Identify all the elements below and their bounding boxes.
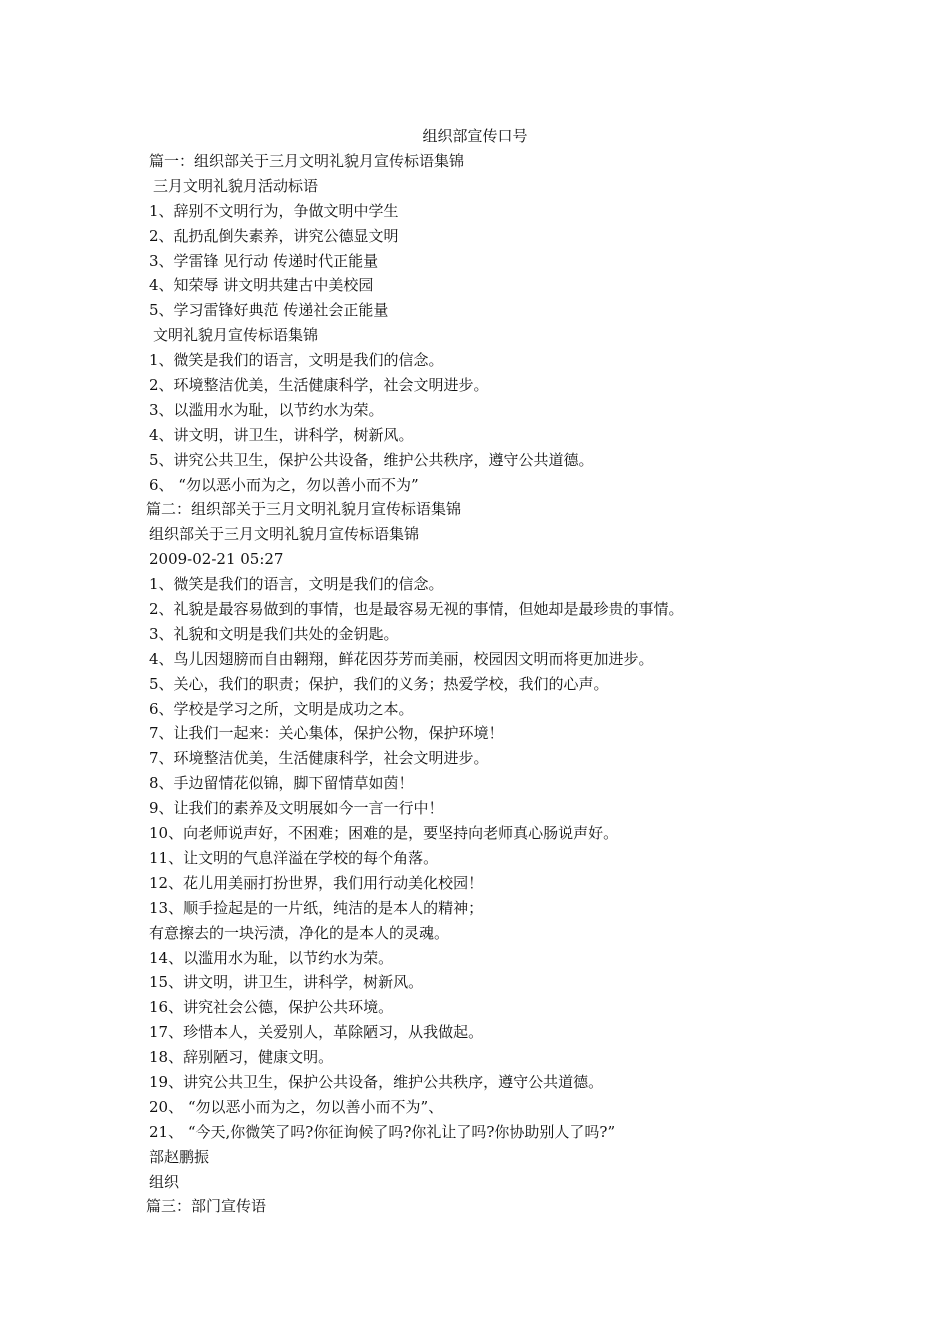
text-line: 3、以滥用水为耻，以节约水为荣。 bbox=[149, 400, 384, 419]
text-line: 4、讲文明，讲卫生，讲科学，树新风。 bbox=[149, 425, 414, 444]
text-line: 1、辞别不文明行为，争做文明中学生 bbox=[149, 201, 399, 220]
text-line: 2、礼貌是最容易做到的事情，也是最容易无视的事情，但她却是最珍贵的事情。 bbox=[149, 600, 684, 619]
document-body bbox=[146, 149, 826, 1219]
document-title: 组织部宣传口号 bbox=[422, 127, 528, 145]
text-line: 文明礼貌月宣传标语集锦 bbox=[153, 326, 319, 345]
text-line: 14、以滥用水为耻，以节约水为荣。 bbox=[149, 948, 394, 967]
text-line: 12、花儿用美丽打扮世界，我们用行动美化校园！ bbox=[149, 873, 484, 892]
text-line: 7、环境整洁优美，生活健康科学，社会文明进步。 bbox=[149, 749, 489, 768]
text-line: 21、 “今天,你微笑了吗?你征询候了吗?你礼让了吗?你协助别人了吗?” bbox=[149, 1122, 616, 1141]
text-line: 20、 “勿以恶小而为之，勿以善小而不为”、 bbox=[149, 1097, 444, 1116]
text-line: 1、微笑是我们的语言，文明是我们的信念。 bbox=[149, 575, 444, 594]
text-line: 17、珍惜本人，关爱别人，革除陋习，从我做起。 bbox=[149, 1023, 484, 1042]
text-line: 15、讲文明，讲卫生，讲科学，树新风。 bbox=[149, 973, 424, 992]
text-line: 4、知荣辱 讲文明共建古中美校园 bbox=[149, 276, 374, 295]
text-line: 组织 bbox=[149, 1172, 180, 1191]
text-line: 三月文明礼貌月活动标语 bbox=[153, 176, 319, 195]
text-line: 7、让我们一起来：关心集体，保护公物，保护环境！ bbox=[149, 724, 504, 743]
text-line: 部赵鹏振 bbox=[149, 1147, 210, 1166]
text-line: 5、学习雷锋好典范 传递社会正能量 bbox=[149, 301, 389, 320]
text-line: 4、鸟儿因翅膀而自由翱翔，鲜花因芬芳而美丽，校园因文明而将更加进步。 bbox=[149, 649, 654, 668]
text-line: 10、向老师说声好，不困难；困难的是，要坚持向老师真心肠说声好。 bbox=[149, 824, 619, 843]
text-line: 19、讲究公共卫生，保护公共设备，维护公共秩序，遵守公共道德。 bbox=[149, 1072, 604, 1091]
text-line: 有意擦去的一块污渍，净化的是本人的灵魂。 bbox=[149, 923, 450, 942]
text-line: 6、学校是学习之所，文明是成功之本。 bbox=[149, 699, 414, 718]
text-line: 2、环境整洁优美，生活健康科学，社会文明进步。 bbox=[149, 376, 489, 395]
text-line: 5、关心，我们的职责；保护，我们的义务；热爱学校，我们的心声。 bbox=[149, 674, 609, 693]
text-line: 3、学雷锋 见行动 传递时代正能量 bbox=[149, 251, 379, 270]
text-line: 篇一：组织部关于三月文明礼貌月宣传标语集锦 bbox=[149, 152, 465, 170]
text-line: 组织部关于三月文明礼貌月宣传标语集锦 bbox=[149, 525, 420, 544]
text-line: 5、讲究公共卫生，保护公共设备，维护公共秩序，遵守公共道德。 bbox=[149, 450, 594, 469]
text-line: 6、 “勿以恶小而为之，勿以善小而不为” bbox=[149, 475, 419, 494]
text-line: 3、礼貌和文明是我们共处的金钥匙。 bbox=[149, 624, 399, 643]
text-line: 2、乱扔乱倒失素养，讲究公德显文明 bbox=[149, 226, 399, 245]
text-line: 篇二：组织部关于三月文明礼貌月宣传标语集锦 bbox=[146, 500, 462, 519]
text-line: 9、让我们的素养及文明展如今一言一行中！ bbox=[149, 799, 444, 818]
text-line: 8、手边留情花似锦，脚下留情草如茵！ bbox=[149, 774, 414, 793]
text-line: 篇三：部门宣传语 bbox=[146, 1197, 267, 1216]
text-line: 1、微笑是我们的语言，文明是我们的信念。 bbox=[149, 351, 444, 370]
text-line: 13、顺手捡起是的一片纸，纯洁的是本人的精神； bbox=[149, 898, 484, 917]
text-line: 18、辞别陋习，健康文明。 bbox=[149, 1048, 334, 1067]
text-line: 11、让文明的气息洋溢在学校的每个角落。 bbox=[149, 848, 439, 867]
text-line: 2009-02-21 05:27 bbox=[149, 550, 284, 569]
text-line: 16、讲究社会公德，保护公共环境。 bbox=[149, 998, 394, 1017]
